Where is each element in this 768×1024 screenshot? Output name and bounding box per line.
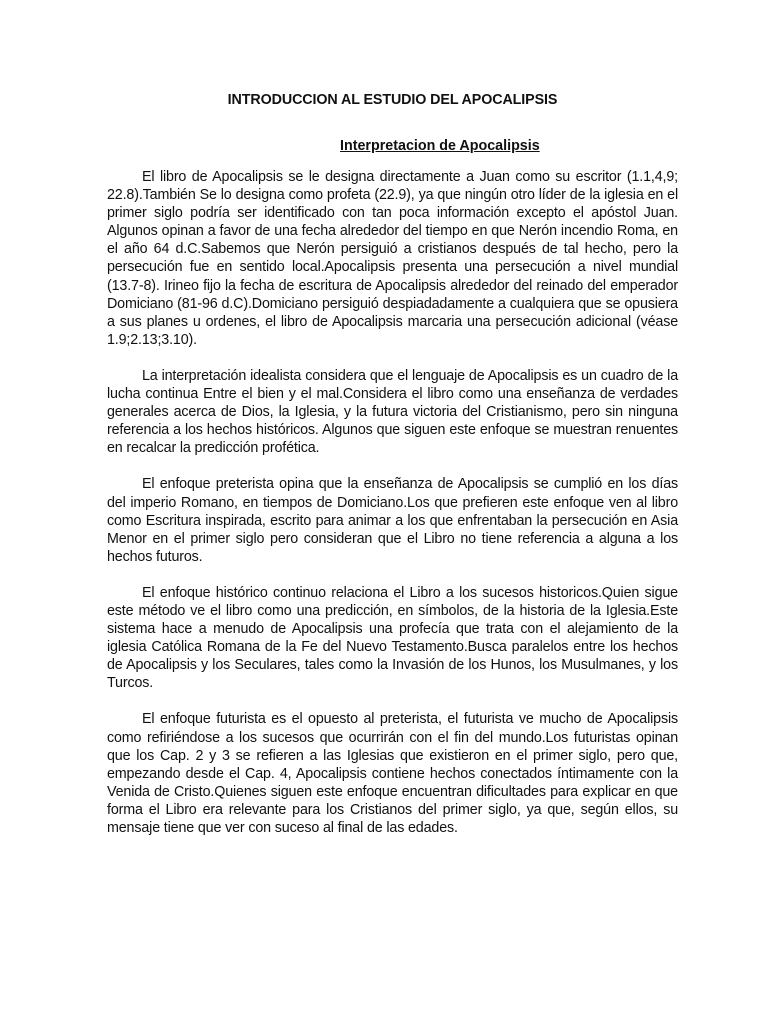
paragraph-preterist: El enfoque preterista opina que la enseñanza de Apocalipsis se cumplió en los días del imperio Romano, en tiempos de Domiciano.Los que prefieren este enfoque ven al libro como Escritura inspirada, escrito para animar a los que enfrentaban la persecución en Asia Menor en el primer siglo pero consideran que el Libro no tiene referencia a alguna a los hechos futuros. (107, 476, 678, 565)
paragraph-authorship: El libro de Apocalipsis se le designa directamente a Juan como su escritor (1.1,4,9; 22.8).También Se lo designa como profeta (22.9), ya que ningún otro líder de la iglesia en el primer siglo podría ser identificado con tan poca información excepto el apóstol Juan. Algunos opinan a favor de una fecha alrededor del tiempo en que Nerón incendio Roma, en el año 64 d.C.Sabemos que Nerón persiguió a cristianos después de tal hecho, pero la persecución fue en sentido local.Apocalipsis presenta una persecución a nivel mundial (13.7-8). Irineo fijo la fecha de escritura de Apocalipsis alrededor del reinado del emperador Domiciano (81-96 d.C).Domiciano persiguió despiadadamente a cualquiera que se opusiera a sus planes u ordenes, el libro de Apocalipsis marcaria una persecución adicional (véase 1.9;2.13;3.10). (107, 169, 678, 348)
section-heading: Interpretacion de Apocalipsis (340, 138, 540, 154)
document-page (107, 90, 678, 855)
paragraph-futurist: El enfoque futurista es el opuesto al preterista, el futurista ve mucho de Apocalipsis como refiriéndose a los sucesos que ocurrirán con el fin del mundo.Los futuristas opinan que los Cap. 2 y 3 se refieren a las Iglesias que existieron en el primer siglo, pero que, empezando desde el Cap. 4, Apocalipsis contiene hechos conectados íntimamente con la Venida de Cristo.Quienes siguen este enfoque encuentran dificultades para explicar en que forma el Libro era relevante para los Cristianos del primer siglo, ya que, según ellos, su mensaje tiene que ver con suceso al final de las edades. (107, 711, 678, 836)
document-title: INTRODUCCION AL ESTUDIO DEL APOCALIPSIS (227, 92, 558, 108)
paragraph-historicist: El enfoque histórico continuo relaciona el Libro a los sucesos historicos.Quien sigue este método ve el libro como una predicción, en símbolos, de la historia de la Iglesia.Este sistema hace a menudo de Apocalipsis una profecía que trata con el alejamiento de la iglesia Católica Romana de la Fe del Nuevo Testamento.Busca paralelos entre los hechos de Apocalipsis y los Seculares, tales como la Invasión de los Hunos, los Musulmanes, y los Turcos. (107, 584, 678, 692)
paragraph-idealist: La interpretación idealista considera que el lenguaje de Apocalipsis es un cuadro de la lucha continua Entre el bien y el mal.Considera el libro como una enseñanza de verdades generales acerca de Dios, la Iglesia, y la futura victoria del Cristianismo, pero sin ninguna referencia a los hechos históricos. Algunos que siguen este enfoque se muestran renuentes en recalcar la predicción profética. (107, 367, 678, 457)
